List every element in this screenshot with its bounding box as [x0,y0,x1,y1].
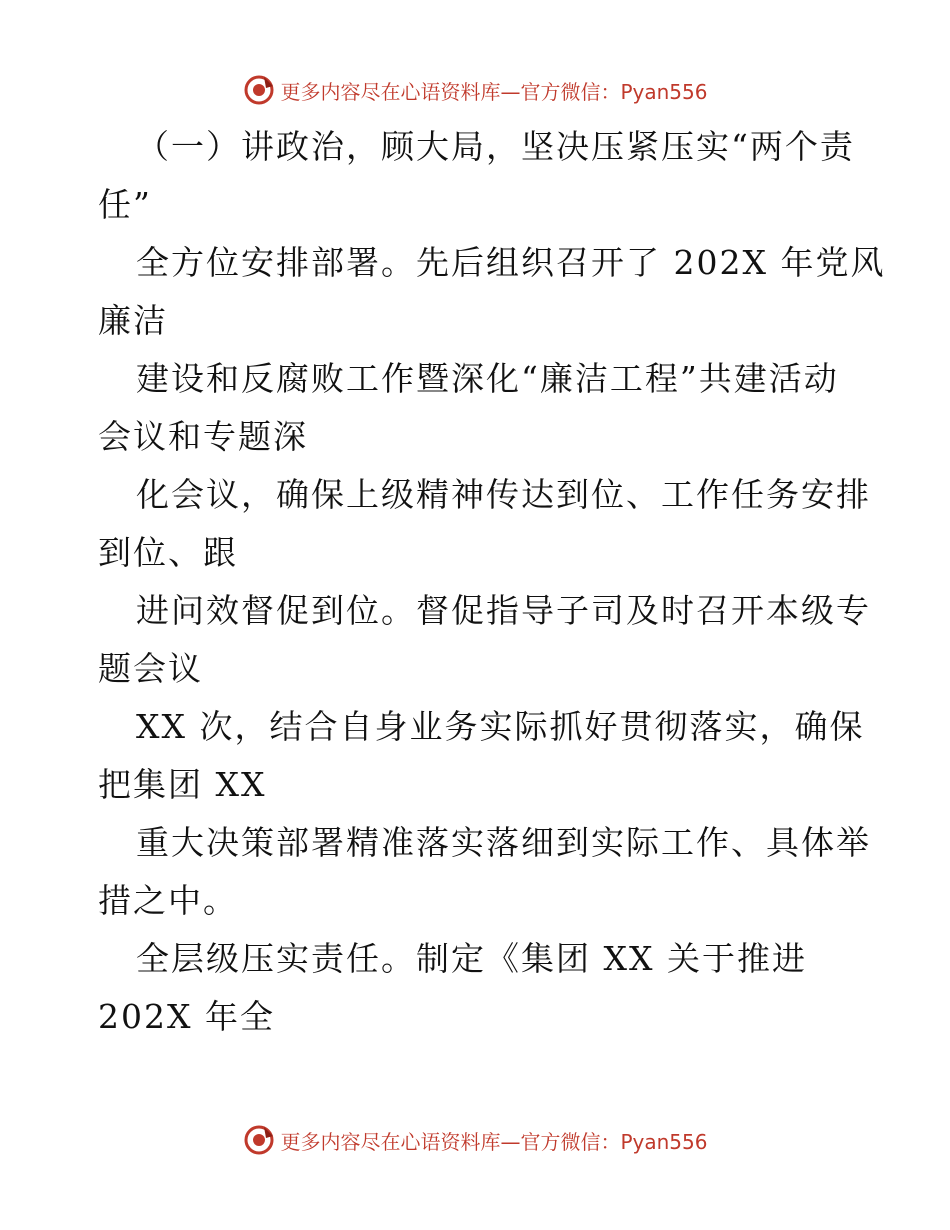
paragraph [98,582,871,698]
paragraph [98,118,858,234]
paragraph [98,814,871,930]
text-line: XX 次，结合自身业务实际抓好贯彻落实，确保 [136,707,865,746]
paragraph [98,234,886,350]
text-line: 措之中。 [98,881,238,920]
paragraph [98,698,865,814]
text-line: 全层级压实责任。制定《集团 XX 关于推进 [136,939,807,978]
watermark-logo-icon [242,1123,276,1157]
text-line: 把集团 XX [98,765,267,804]
document-body [98,118,886,1046]
text-line: 全方位安排部署。先后组织召开了 202X 年党风 [136,243,886,282]
watermark-logo-icon [242,73,276,107]
text-line: 化会议，确保上级精神传达到位、工作任务安排 [136,475,871,514]
paragraph [98,930,858,1046]
text-line: （一）讲政治，顾大局，坚决压紧压实“两个责 [136,127,855,166]
text-line: 进问效督促到位。督促指导子司及时召开本级专 [136,591,871,630]
text-line: 到位、跟 [98,533,238,572]
paragraph [98,466,871,582]
text-line: 廉洁 [98,301,168,340]
watermark-text: 更多内容尽在心语资料库—官方微信：Pyan556 [280,79,708,104]
watermark-text: 更多内容尽在心语资料库—官方微信：Pyan556 [280,1129,708,1154]
text-line: 202X 年全 [98,997,275,1036]
watermark-banner-top [0,70,950,110]
watermark-banner-bottom [0,1120,950,1160]
text-line: 重大决策部署精准落实落细到实际工作、具体举 [136,823,871,862]
text-line: 任” [98,185,152,224]
text-line: 会议和专题深 [98,417,308,456]
text-line: 建设和反腐败工作暨深化“廉洁工程”共建活动 [136,359,839,398]
paragraph [98,350,858,466]
text-line: 题会议 [98,649,203,688]
